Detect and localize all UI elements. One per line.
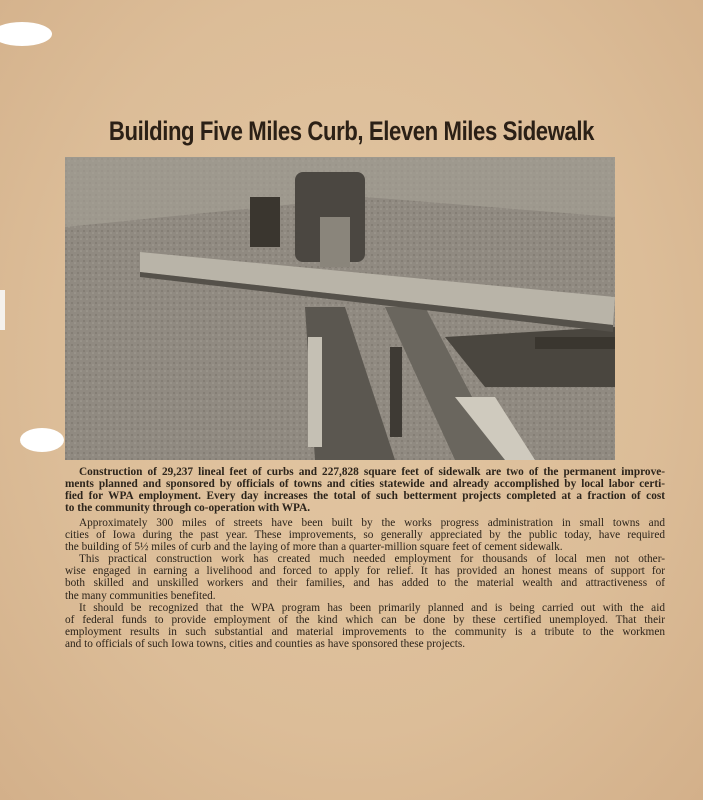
body-line: cities of Iowa during the past year. These improvements, so generally appreciated by the public today, have required <box>65 529 665 542</box>
article-body <box>65 517 665 650</box>
body-line: both skilled and unskilled workers and their families, and has added to the material wealth and attractiveness of <box>65 577 665 590</box>
caption-line: ments planned and sponsored by officials of towns and cities statewide and already accomplished by local labor certi- <box>65 478 665 491</box>
body-line: employment results in such substantial and material improvements to the community is a tribute to the workmen <box>65 625 665 638</box>
body-line: Approximately 300 miles of streets have been built by the works progress administration in small towns and <box>79 517 665 529</box>
body-line: wise engaged in earning a livelihood and forced to apply for relief. It has provided an honest means of support for <box>65 565 665 578</box>
body-line: This practical construction work has created much needed employment for thousands of local men not other- <box>79 553 665 566</box>
page-title: Building Five Miles Curb, Eleven Miles Sidewalk <box>108 116 595 146</box>
body-line: and to officials of such Iowa towns, cities and counties as have sponsored these projects. <box>65 637 466 650</box>
body-line: the many communities benefited. <box>65 589 216 602</box>
punch-hole <box>20 428 64 452</box>
photo-caption <box>65 466 665 514</box>
caption-line: fied for WPA employment. Every day increases the total of such betterment projects completed at a fraction of cost <box>65 490 665 503</box>
body-line: It should be recognized that the WPA program has been primarily planned and is being carried out with the aid <box>79 601 665 614</box>
page-edge <box>0 290 5 330</box>
caption-line: Construction of 29,237 lineal feet of curbs and 227,828 square feet of sidewalk are two of the permanent improve- <box>79 466 665 478</box>
body-line: of federal funds to provide employment of the kind which can be done by these certified unemployed. That their <box>65 613 665 626</box>
caption-line: to the community through co-operation with WPA. <box>65 502 311 515</box>
punch-hole <box>0 22 52 46</box>
construction-photo <box>65 157 615 460</box>
body-line: the building of 5½ miles of curb and the laying of more than a quarter-million square feet of cement sidewalk. <box>65 541 563 554</box>
